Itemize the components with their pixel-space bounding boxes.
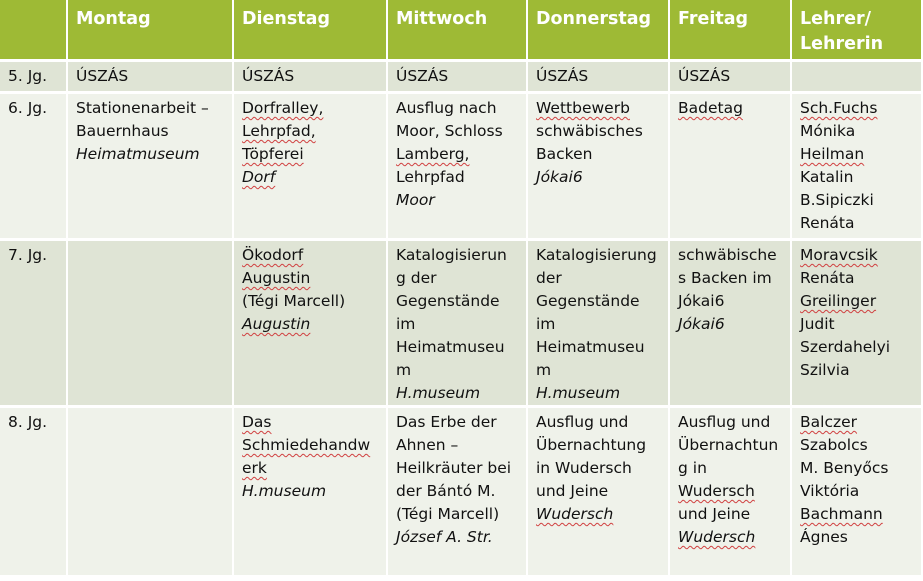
cell-text-line: m <box>536 361 552 379</box>
cell-text-line: Jókai6 <box>678 315 725 333</box>
cell-text-line: Augustin <box>242 269 311 287</box>
cell-text-line: Renáta <box>800 214 855 232</box>
cell-text-line: Wettbewerb <box>536 99 630 117</box>
cell-text-line: ÚSZÁS <box>536 67 589 85</box>
cell-text-line: und Jeine <box>536 482 609 500</box>
cell-freitag <box>670 94 792 241</box>
cell-text-line: Wudersch <box>678 528 756 546</box>
cell-text-line: Gegenstände <box>396 292 500 310</box>
cell-donnerstag <box>528 94 670 241</box>
cell-mittwoch <box>388 62 528 94</box>
cell-mittwoch <box>388 94 528 241</box>
grade-cell: 5. Jg. <box>0 62 68 94</box>
cell-freitag <box>670 241 792 408</box>
cell-text-line: Töpferei <box>242 145 304 163</box>
cell-montag <box>68 408 234 578</box>
cell-text-line: Übernachtun <box>678 436 779 454</box>
grade-cell: 8. Jg. <box>0 408 68 578</box>
cell-mittwoch <box>388 241 528 408</box>
cell-text-line: Moravcsik <box>800 246 878 264</box>
cell-text-line: Jókai6 <box>536 168 583 186</box>
cell-lehrer <box>792 408 923 578</box>
cell-text-line: Ahnen – <box>396 436 459 454</box>
cell-text-line: Sch.Fuchs <box>800 99 878 117</box>
cell-text-line: Backen <box>536 145 593 163</box>
cell-text-line: Katalin <box>800 168 854 186</box>
cell-text-line: Lehrpfad <box>396 168 465 186</box>
cell-text-line: Moor <box>396 191 435 209</box>
header-freitag: Freitag <box>670 0 792 62</box>
cell-donnerstag <box>528 408 670 578</box>
cell-montag <box>68 94 234 241</box>
cell-text-line: Moor, Schloss <box>396 122 503 140</box>
cell-text-line: ÚSZÁS <box>76 67 129 85</box>
cell-text-line: Ausflug nach <box>396 99 497 117</box>
cell-text-line: Mónika <box>800 122 856 140</box>
cell-donnerstag <box>528 62 670 94</box>
cell-text-line: Das <box>242 413 272 431</box>
cell-text-line: im <box>396 315 416 333</box>
cell-text-line: Dorfralley, <box>242 99 324 117</box>
cell-text-line: B.Sipiczki <box>800 191 874 209</box>
header-row <box>0 0 923 62</box>
cell-text-line: Übernachtung <box>536 436 647 454</box>
cell-text-line: Lehrpfad, <box>242 122 316 140</box>
cell-freitag <box>670 62 792 94</box>
header-corner <box>0 0 68 62</box>
cell-text-line: H.museum <box>242 482 327 500</box>
cell-montag <box>68 241 234 408</box>
cell-text-line: g in <box>678 459 707 477</box>
cell-text-line: Jókai6 <box>678 292 725 310</box>
header-lehrer: Lehrer/ Lehrerin <box>792 0 923 62</box>
cell-text-line: Gegenstände <box>536 292 640 310</box>
cell-text-line: Judit <box>800 315 835 333</box>
cell-donnerstag <box>528 241 670 408</box>
cell-text-line: H.museum <box>536 384 621 402</box>
cell-text-line: (Tégi Marcell) <box>396 505 500 523</box>
cell-text-line: Bauernhaus <box>76 122 169 140</box>
cell-text-line: Renáta <box>800 269 855 287</box>
cell-text-line: der Bántó M. <box>396 482 496 500</box>
cell-text-line: Szabolcs <box>800 436 868 454</box>
cell-text-line: Katalogisierun <box>396 246 507 264</box>
cell-text-line: ÚSZÁS <box>242 67 295 85</box>
table-row <box>0 94 923 241</box>
cell-text-line: Katalogisierung <box>536 246 657 264</box>
cell-text-line: Stationenarbeit – <box>76 99 209 117</box>
table-row <box>0 408 923 578</box>
cell-lehrer <box>792 62 923 94</box>
cell-text-line: Ökodorf <box>242 246 304 264</box>
cell-text-line: Balczer <box>800 413 858 431</box>
cell-text-line: Schmiedehandw <box>242 436 371 454</box>
cell-text-line: schwäbisches <box>536 122 643 140</box>
cell-lehrer <box>792 94 923 241</box>
header-montag: Montag <box>68 0 234 62</box>
cell-dienstag <box>234 94 388 241</box>
header-donnerstag: Donnerstag <box>528 0 670 62</box>
cell-text-line: Lamberg, <box>396 145 470 163</box>
cell-text-line: in Wudersch <box>536 459 632 477</box>
cell-text-line: Bachmann <box>800 505 883 523</box>
cell-text-line: Szilvia <box>800 361 850 379</box>
cell-lehrer <box>792 241 923 408</box>
cell-text-line: H.museum <box>396 384 481 402</box>
cell-dienstag <box>234 241 388 408</box>
cell-mittwoch <box>388 408 528 578</box>
table-row <box>0 62 923 94</box>
cell-text-line: Szerdahelyi <box>800 338 891 356</box>
cell-text-line: Dorf <box>242 168 276 186</box>
cell-text-line: Heimatmuseum <box>76 145 200 163</box>
cell-text-line: Heilkräuter bei <box>396 459 512 477</box>
cell-text-line: Wudersch <box>536 505 614 523</box>
cell-text-line: Heimatmuseu <box>536 338 645 356</box>
cell-text-line: M. Benyőcs <box>800 459 889 477</box>
cell-text-line: erk <box>242 459 267 477</box>
cell-text-line: Ágnes <box>800 528 848 546</box>
cell-text-line: ÚSZÁS <box>396 67 449 85</box>
cell-text-line: (Tégi Marcell) <box>242 292 346 310</box>
header-dienstag: Dienstag <box>234 0 388 62</box>
cell-text-line: Heilman <box>800 145 865 163</box>
cell-freitag <box>670 408 792 578</box>
cell-dienstag <box>234 62 388 94</box>
cell-text-line: der <box>536 269 562 287</box>
cell-text-line: im <box>536 315 556 333</box>
cell-text-line: Augustin <box>242 315 311 333</box>
cell-text-line: g der <box>396 269 437 287</box>
grade-cell: 7. Jg. <box>0 241 68 408</box>
cell-text-line: ÚSZÁS <box>678 67 731 85</box>
cell-text-line: Badetag <box>678 99 743 117</box>
cell-text-line: schwäbische <box>678 246 777 264</box>
cell-text-line: Viktória <box>800 482 860 500</box>
grade-cell: 6. Jg. <box>0 94 68 241</box>
cell-montag <box>68 62 234 94</box>
cell-text-line: Das Erbe der <box>396 413 497 431</box>
cell-text-line: s Backen im <box>678 269 772 287</box>
table-row <box>0 241 923 408</box>
cell-dienstag <box>234 408 388 578</box>
cell-text-line: und Jeine <box>678 505 751 523</box>
cell-text-line: Heimatmuseu <box>396 338 505 356</box>
cell-text-line: m <box>396 361 412 379</box>
cell-text-line: Greilinger <box>800 292 877 310</box>
header-mittwoch: Mittwoch <box>388 0 528 62</box>
cell-text-line: Ausflug und <box>536 413 629 431</box>
cell-text-line: Wudersch <box>678 482 755 500</box>
cell-text-line: József A. Str. <box>396 528 493 546</box>
cell-text-line: Ausflug und <box>678 413 771 431</box>
